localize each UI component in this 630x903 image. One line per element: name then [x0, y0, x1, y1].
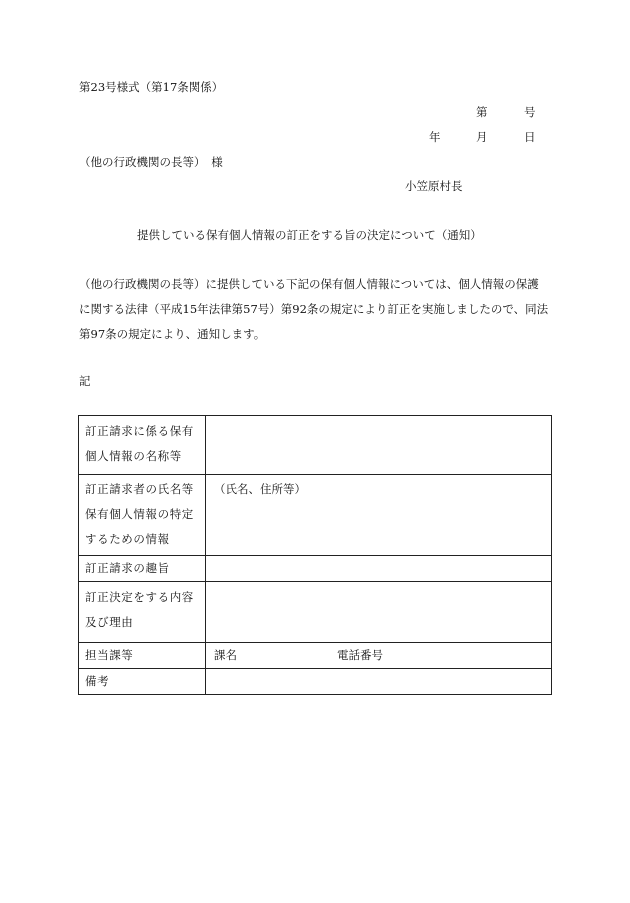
row-label-line: 個人情報の名称等	[85, 449, 182, 463]
sender: 小笠原村長	[405, 179, 463, 193]
row-label-line: 訂正決定をする内容	[85, 590, 194, 604]
row-value	[206, 669, 552, 695]
row-label	[79, 582, 206, 643]
table-row	[79, 582, 552, 643]
row-label-line: 及び理由	[85, 615, 134, 629]
row-value	[206, 643, 552, 669]
ki-heading: 記	[79, 374, 91, 388]
doc-number-dai: 第	[476, 105, 488, 119]
row-label	[79, 669, 206, 695]
row-label	[79, 416, 206, 475]
table-row	[79, 416, 552, 475]
row-label-line: 保有個人情報の特定	[85, 507, 194, 521]
date-day: 日	[524, 130, 536, 144]
date-month: 月	[476, 130, 488, 144]
body-line-1: （他の行政機関の長等）に提供している下記の保有個人情報については、個人情報の保護	[79, 277, 539, 291]
table-row	[79, 475, 552, 556]
row-value	[206, 582, 552, 643]
row-label-line: 訂正請求に係る保有	[85, 424, 194, 438]
row-label-line: 訂正請求者の氏名等	[85, 482, 194, 496]
phone-number-label: 電話番号	[337, 648, 383, 662]
table-row	[79, 556, 552, 582]
row-label	[79, 556, 206, 582]
row-label-line: するための情報	[85, 532, 170, 546]
row-label	[79, 643, 206, 669]
row-label-line: 担当課等	[85, 648, 134, 662]
row-value	[206, 416, 552, 475]
row-value	[206, 556, 552, 582]
body-line-2: に関する法律（平成15年法律第57号）第92条の規定により訂正を実施しましたので、同法	[79, 302, 549, 316]
form-number: 第23号様式（第17条関係）	[79, 80, 224, 94]
addressee: （他の行政機関の長等） 様	[79, 155, 223, 169]
table-row	[79, 669, 552, 695]
row-label-line: 訂正請求の趣旨	[85, 561, 170, 575]
doc-number-go: 号	[524, 105, 536, 119]
table-row	[79, 643, 552, 669]
department-name-label: 課名	[214, 648, 237, 662]
requester-info-hint: （氏名、住所等）	[214, 482, 306, 496]
row-value	[206, 475, 552, 556]
date-year: 年	[429, 130, 441, 144]
row-label	[79, 475, 206, 556]
details-table	[78, 415, 552, 695]
body-line-3: 第97条の規定により、通知します。	[79, 327, 266, 341]
document-title: 提供している保有個人情報の訂正をする旨の決定について（通知）	[137, 228, 482, 242]
row-label-line: 備考	[85, 674, 110, 688]
